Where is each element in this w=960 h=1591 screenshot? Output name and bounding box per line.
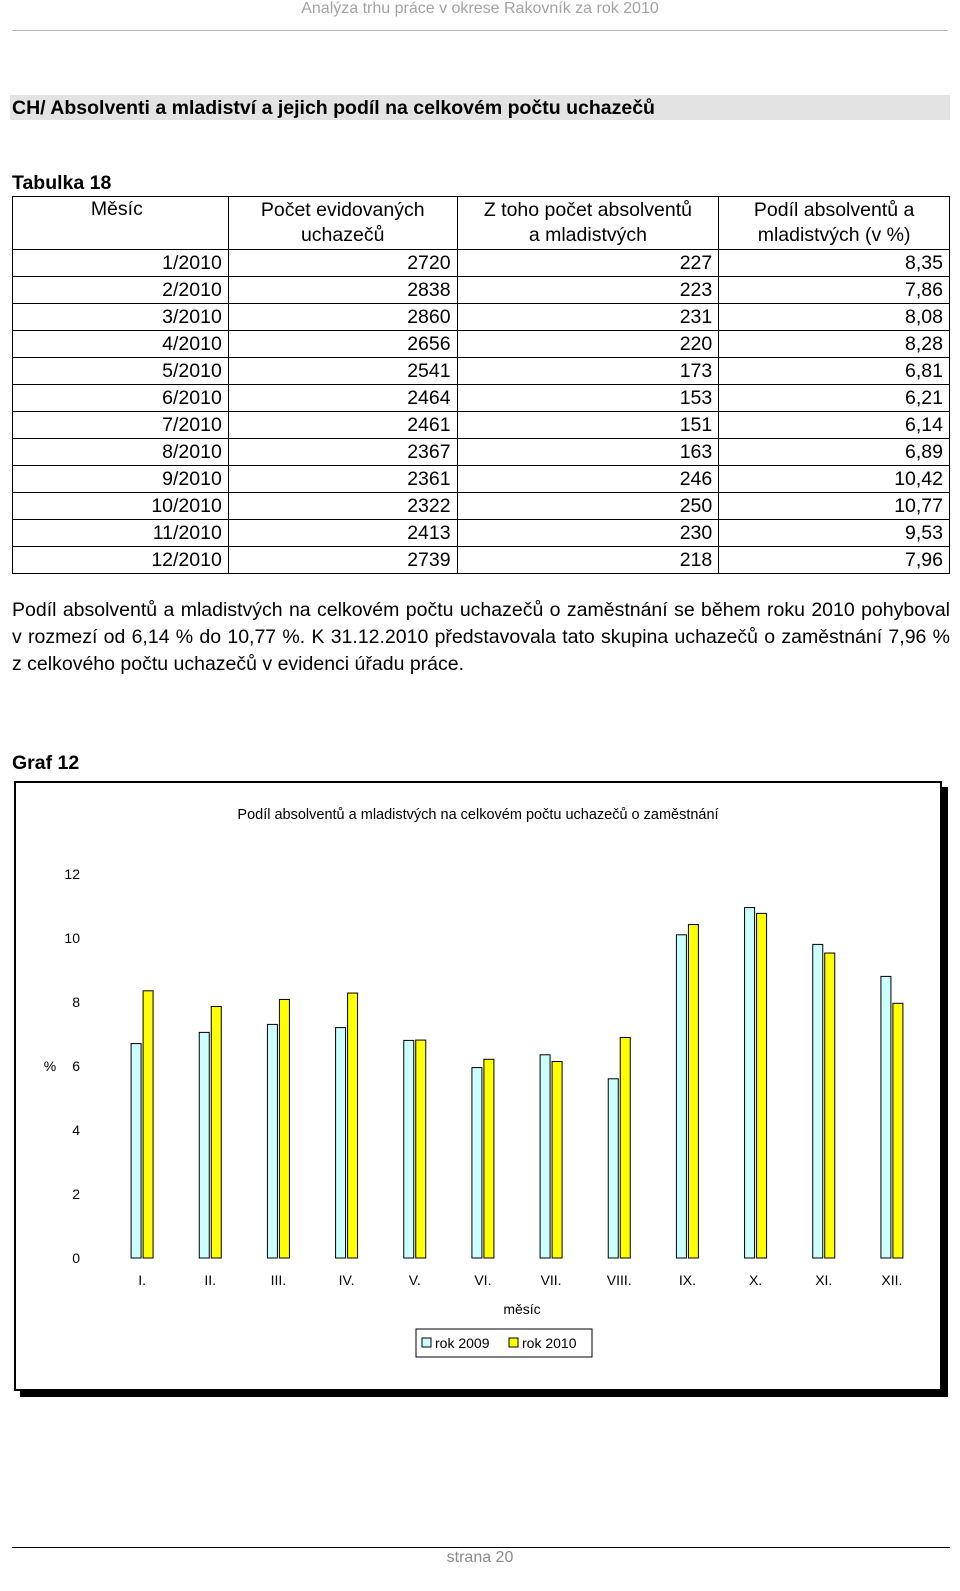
cell-registered: 2322 [228,493,457,520]
table-row [13,304,950,331]
table-row [13,412,950,439]
cell-month: 2/2010 [13,277,229,304]
cell-graduates: 151 [457,412,719,439]
cell-month: 9/2010 [13,466,229,493]
table-row [13,250,950,277]
y-tick-label: 10 [64,930,80,946]
table-row [13,331,950,358]
header-line: Z toho počet absolventů [483,199,692,221]
y-tick-label: 0 [72,1250,80,1266]
cell-registered: 2656 [228,331,457,358]
legend-label-2010: rok 2010 [522,1335,577,1351]
x-tick-label: XI. [815,1272,833,1288]
y-tick-label: 6 [72,1058,80,1074]
cell-graduates: 173 [457,358,719,385]
cell-month: 10/2010 [13,493,229,520]
cell-month: 3/2010 [13,304,229,331]
x-tick-label: VII. [540,1272,562,1288]
cell-month: 11/2010 [13,520,229,547]
cell-share: 10,42 [719,466,950,493]
cell-registered: 2461 [228,412,457,439]
cell-graduates: 230 [457,520,719,547]
cell-share: 7,86 [719,277,950,304]
table-row [13,466,950,493]
header-share [719,197,950,250]
cell-registered: 2739 [228,547,457,574]
cell-share: 6,21 [719,385,950,412]
y-tick-label: 8 [72,994,80,1010]
cell-registered: 2860 [228,304,457,331]
data-table [12,196,950,574]
y-tick-label: 2 [72,1186,80,1202]
cell-month: 8/2010 [13,439,229,466]
cell-month: 6/2010 [13,385,229,412]
table-row [13,520,950,547]
legend-label-2009: rok 2009 [435,1335,490,1351]
header-line: Podíl absolventů a [753,199,915,221]
cell-graduates: 153 [457,385,719,412]
cell-graduates: 246 [457,466,719,493]
section-title: CH/ Absolventi a mladiství a jejich podíl na celkovém počtu uchazečů [10,95,950,120]
cell-registered: 2413 [228,520,457,547]
header-line: mladistvých (v %) [757,224,911,246]
cell-graduates: 227 [457,250,719,277]
x-tick-label: V. [408,1272,421,1288]
cell-share: 8,28 [719,331,950,358]
cell-registered: 2361 [228,466,457,493]
cell-share: 7,96 [719,547,950,574]
cell-graduates: 231 [457,304,719,331]
cell-month: 5/2010 [13,358,229,385]
x-tick-label: VIII. [606,1272,632,1288]
x-tick-label: IV. [338,1272,355,1288]
cell-month: 12/2010 [13,547,229,574]
table-label: Tabulka 18 [12,172,112,194]
x-tick-label: VI. [474,1272,492,1288]
cell-share: 6,81 [719,358,950,385]
header-registered [228,197,457,250]
x-tick-label: XII. [881,1272,903,1288]
table-header-row [13,197,950,250]
running-header: Analýza trhu práce v okrese Rakovník za rok 2010 [301,0,659,17]
cell-registered: 2720 [228,250,457,277]
cell-share: 6,14 [719,412,950,439]
cell-share: 8,35 [719,250,950,277]
table-row [13,439,950,466]
cell-month: 4/2010 [13,331,229,358]
table-row [13,547,950,574]
x-tick-label: III. [270,1272,287,1288]
cell-graduates: 163 [457,439,719,466]
cell-graduates: 220 [457,331,719,358]
graph-label: Graf 12 [12,752,80,774]
cell-month: 7/2010 [13,412,229,439]
x-axis-label: měsíc [503,1301,541,1317]
cell-graduates: 223 [457,277,719,304]
header-rule [12,30,948,31]
cell-month: 1/2010 [13,250,229,277]
header-line: a mladistvých [528,224,647,246]
table-row [13,385,950,412]
y-tick-label: 4 [72,1122,80,1138]
cell-registered: 2367 [228,439,457,466]
cell-registered: 2838 [228,277,457,304]
page-number: strana 20 [446,1549,514,1566]
y-tick-label: 12 [64,866,80,882]
x-tick-label: I. [138,1272,146,1288]
table-row [13,277,950,304]
cell-share: 10,77 [719,493,950,520]
y-axis-label: % [43,1058,57,1074]
cell-share: 8,08 [719,304,950,331]
cell-graduates: 218 [457,547,719,574]
x-tick-label: II. [204,1272,217,1288]
table-row [13,493,950,520]
x-tick-label: X. [748,1272,763,1288]
header-line: uchazečů [300,224,385,246]
cell-graduates: 250 [457,493,719,520]
chart-title: Podíl absolventů a mladistvých na celkovém počtu uchazečů o zaměstnání [237,807,719,823]
summary-paragraph: Podíl absolventů a mladistvých na celkovém počtu uchazečů o zaměstnání se během roku 2010 pohyboval v rozmezí od 6,14 % do 10,77 %. K 31.12.2010 představovala tato skupina uchazečů o zaměstnání 7,96 % z celkového počtu uchazečů v evidenci úřadu práce. [12,599,950,675]
x-tick-label: IX. [678,1272,696,1288]
cell-share: 9,53 [719,520,950,547]
chart-frame [14,781,942,1391]
header-graduates [457,197,719,250]
header-line: Počet evidovaných [260,199,425,221]
table-row [13,358,950,385]
header-month: Měsíc [13,197,229,250]
cell-registered: 2541 [228,358,457,385]
footer-rule [12,1547,950,1548]
cell-registered: 2464 [228,385,457,412]
cell-share: 6,89 [719,439,950,466]
